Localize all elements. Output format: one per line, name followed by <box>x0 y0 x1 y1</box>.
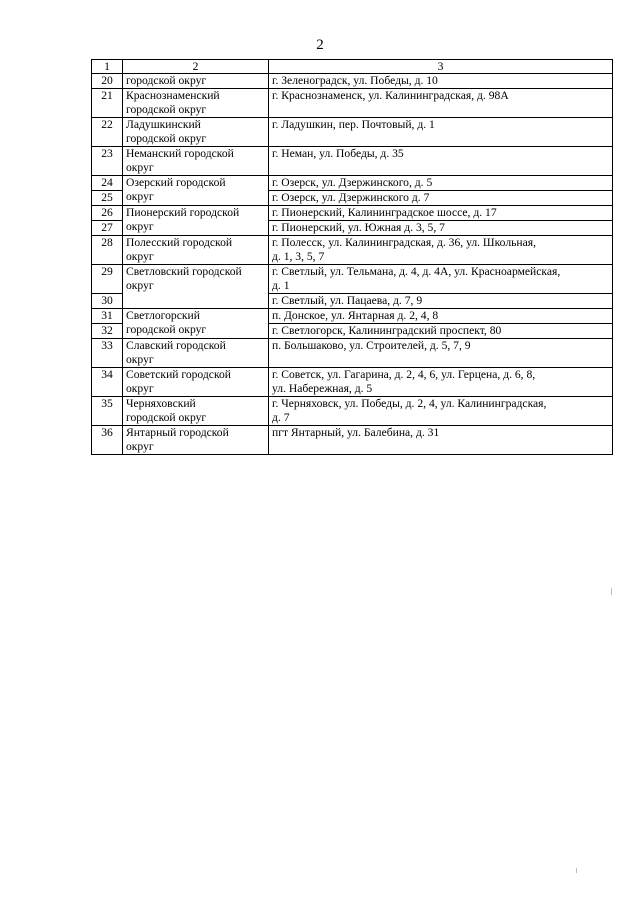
district-line: Неманский городской <box>126 147 234 160</box>
row-number: 25 <box>92 191 123 206</box>
address-line: д. 1, 3, 5, 7 <box>272 250 325 263</box>
district-line: округ <box>126 250 154 263</box>
header-cell-1: 1 <box>92 60 123 74</box>
district-cell <box>123 147 269 176</box>
district-line: городской округ <box>126 323 207 336</box>
district-line: Светлогорский <box>126 309 200 322</box>
district-cell <box>123 397 269 426</box>
district-line: округ <box>126 353 154 366</box>
address-cell <box>269 324 613 339</box>
district-line: Озерский городской <box>126 176 226 189</box>
address-line: пгт Янтарный, ул. Балебина, д. 31 <box>272 426 440 439</box>
district-line: городской округ <box>126 74 207 87</box>
scan-mark <box>611 588 612 595</box>
row-number: 36 <box>92 426 123 455</box>
address-line: г. Краснознаменск, ул. Калининградская, д. 98А <box>272 89 509 102</box>
district-line: городской округ <box>126 103 207 116</box>
district-cell <box>123 176 269 206</box>
address-line: г. Светлый, ул. Тельмана, д. 4, д. 4А, ул. Красноармейская, <box>272 265 561 278</box>
address-cell <box>269 176 613 191</box>
district-line: городской округ <box>126 132 207 145</box>
district-line: Пионерский городской <box>126 206 240 219</box>
address-line: г. Ладушкин, пер. Почтовый, д. 1 <box>272 118 435 131</box>
address-line: д. 7 <box>272 411 290 424</box>
page-number: 2 <box>316 37 324 53</box>
district-line: округ <box>126 382 154 395</box>
address-line: г. Полесск, ул. Калининградская, д. 36, ул. Школьная, <box>272 236 536 249</box>
table-row <box>92 147 613 176</box>
address-cell <box>269 397 613 426</box>
district-line: округ <box>126 440 154 453</box>
table-row <box>92 265 613 294</box>
table-row <box>92 339 613 368</box>
address-line: г. Неман, ул. Победы, д. 35 <box>272 147 404 160</box>
row-number: 23 <box>92 147 123 176</box>
address-line: п. Донское, ул. Янтарная д. 2, 4, 8 <box>272 309 439 322</box>
address-line: г. Светлый, ул. Пацаева, д. 7, 9 <box>272 294 423 307</box>
address-line: г. Черняховск, ул. Победы, д. 2, 4, ул. Калининградская, <box>272 397 547 410</box>
district-cell <box>123 74 269 89</box>
district-line: округ <box>126 279 154 292</box>
address-line: ул. Набережная, д. 5 <box>272 382 373 395</box>
table-row <box>92 176 613 191</box>
row-number: 33 <box>92 339 123 368</box>
address-line: г. Озерск, ул. Дзержинского, д. 5 <box>272 176 433 189</box>
address-cell <box>269 294 613 309</box>
district-cell <box>123 265 269 309</box>
table-row <box>92 309 613 324</box>
address-line: г. Пионерский, ул. Южная д. 3, 5, 7 <box>272 221 445 234</box>
district-line: Янтарный городской <box>126 426 229 439</box>
district-cell <box>123 236 269 265</box>
district-cell <box>123 89 269 118</box>
district-line: Светловский городской <box>126 265 242 278</box>
table-header-row <box>92 60 613 74</box>
address-cell <box>269 191 613 206</box>
row-number: 22 <box>92 118 123 147</box>
address-line: г. Пионерский, Калининградское шоссе, д. 17 <box>272 206 497 219</box>
address-line: г. Озерск, ул. Дзержинского д. 7 <box>272 191 430 204</box>
table-row <box>92 118 613 147</box>
table-row <box>92 397 613 426</box>
header-cell-3: 3 <box>269 60 613 74</box>
address-cell <box>269 89 613 118</box>
scan-mark <box>576 868 577 873</box>
address-line: д. 1 <box>272 279 290 292</box>
row-number: 34 <box>92 368 123 397</box>
district-line: Краснознаменский <box>126 89 220 102</box>
address-cell <box>269 309 613 324</box>
district-line: округ <box>126 161 154 174</box>
row-number: 21 <box>92 89 123 118</box>
table-row <box>92 236 613 265</box>
row-number: 29 <box>92 265 123 294</box>
row-number: 30 <box>92 294 123 309</box>
district-line: Славский городской <box>126 339 226 352</box>
header-cell-2: 2 <box>123 60 269 74</box>
district-line: Черняховский <box>126 397 196 410</box>
table-row <box>92 368 613 397</box>
address-cell <box>269 236 613 265</box>
address-cell <box>269 206 613 221</box>
district-line: Ладушкинский <box>126 118 201 131</box>
address-cell <box>269 147 613 176</box>
district-line: округ <box>126 190 154 203</box>
table-row <box>92 206 613 221</box>
district-line: Советский городской <box>126 368 231 381</box>
address-cell <box>269 339 613 368</box>
table-row <box>92 426 613 455</box>
row-number: 24 <box>92 176 123 191</box>
row-number: 27 <box>92 221 123 236</box>
row-number: 28 <box>92 236 123 265</box>
address-cell <box>269 118 613 147</box>
address-cell <box>269 74 613 89</box>
district-cell <box>123 118 269 147</box>
district-line: округ <box>126 220 154 233</box>
district-cell <box>123 426 269 455</box>
row-number: 35 <box>92 397 123 426</box>
row-number: 20 <box>92 74 123 89</box>
district-cell <box>123 368 269 397</box>
address-line: г. Советск, ул. Гагарина, д. 2, 4, 6, ул. Герцена, д. 6, 8, <box>272 368 536 381</box>
district-cell <box>123 309 269 339</box>
district-cell <box>123 339 269 368</box>
address-line: г. Светлогорск, Калининградский проспект, 80 <box>272 324 502 337</box>
address-line: г. Зеленоградск, ул. Победы, д. 10 <box>272 74 438 87</box>
district-cell <box>123 206 269 236</box>
address-cell <box>269 265 613 294</box>
polling-addresses-table <box>91 59 613 455</box>
address-line: п. Большаково, ул. Строителей, д. 5, 7, 9 <box>272 339 471 352</box>
table-row <box>92 89 613 118</box>
address-cell <box>269 368 613 397</box>
row-number: 26 <box>92 206 123 221</box>
district-line: городской округ <box>126 411 207 424</box>
address-cell <box>269 221 613 236</box>
district-line: Полесский городской <box>126 236 233 249</box>
address-cell <box>269 426 613 455</box>
table-row <box>92 74 613 89</box>
row-number: 32 <box>92 324 123 339</box>
row-number: 31 <box>92 309 123 324</box>
